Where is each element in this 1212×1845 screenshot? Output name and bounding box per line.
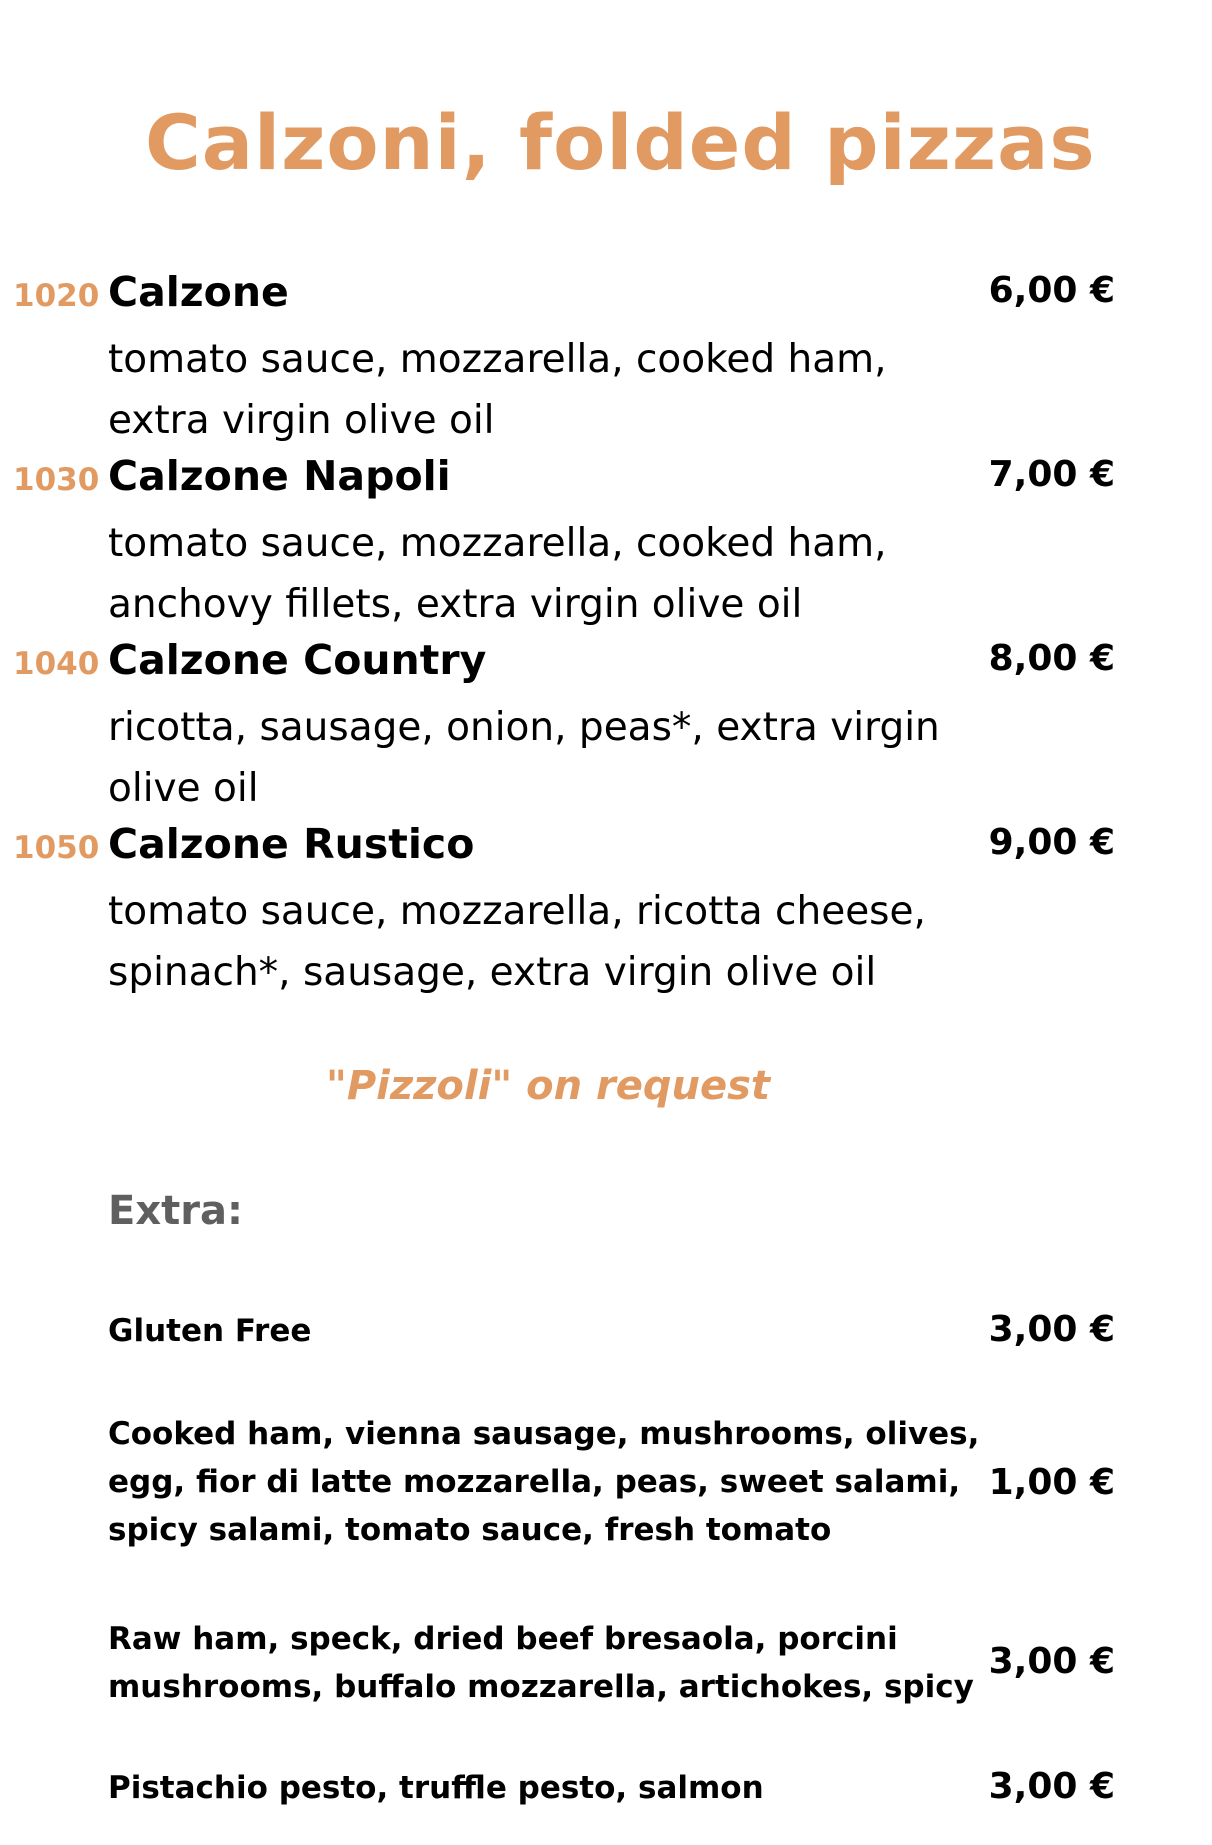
- extra-description: [108, 1410, 979, 1554]
- item-name: Calzone: [108, 268, 289, 316]
- item-code: 1020: [13, 278, 100, 314]
- item-description-line: tomato sauce, mozzarella, ricotta cheese,: [108, 889, 926, 934]
- item-description: [108, 513, 938, 635]
- item-price: 6,00 €: [988, 270, 1115, 311]
- menu-title: Calzoni, folded pizzas: [145, 98, 1096, 187]
- extra-price: 3,00 €: [988, 1766, 1115, 1807]
- item-description-line: anchovy fillets, extra virgin olive oil: [108, 582, 803, 627]
- extra-description-line: Raw ham, speck, dried beef bresaola, porcini: [108, 1621, 898, 1657]
- item-description: [108, 881, 938, 1003]
- extra-description-line: Pistachio pesto, truffle pesto, salmon: [108, 1770, 764, 1806]
- item-price: 9,00 €: [988, 822, 1115, 863]
- extra-price: 3,00 €: [988, 1309, 1115, 1350]
- item-code: 1040: [13, 646, 100, 682]
- extra-description-line: mushrooms, buffalo mozzarella, artichokes, spicy: [108, 1669, 974, 1705]
- extra-description-line: Gluten Free: [108, 1313, 312, 1349]
- item-name: Calzone Rustico: [108, 820, 475, 868]
- extra-price: 3,00 €: [988, 1641, 1115, 1682]
- item-name: Calzone Country: [108, 636, 487, 684]
- item-description-line: ricotta, sausage, onion, peas*, extra virgin: [108, 705, 940, 750]
- item-description-line: tomato sauce, mozzarella, cooked ham,: [108, 521, 887, 566]
- item-code: 1030: [13, 462, 100, 498]
- extra-heading: Extra:: [108, 1188, 243, 1234]
- extra-price: 1,00 €: [988, 1462, 1115, 1503]
- item-price: 7,00 €: [988, 454, 1115, 495]
- item-price: 8,00 €: [988, 638, 1115, 679]
- extra-description-line: egg, fior di latte mozzarella, peas, sweet salami,: [108, 1464, 961, 1500]
- extra-description: [108, 1307, 311, 1355]
- item-code: 1050: [13, 830, 100, 866]
- extra-description: [108, 1615, 974, 1711]
- item-description-line: extra virgin olive oil: [108, 398, 495, 443]
- item-description-line: tomato sauce, mozzarella, cooked ham,: [108, 337, 887, 382]
- extra-description-line: spicy salami, tomato sauce, fresh tomato: [108, 1512, 832, 1548]
- item-description: [108, 329, 938, 451]
- extra-description-line: Cooked ham, vienna sausage, mushrooms, olives,: [108, 1416, 980, 1452]
- item-description: [108, 697, 938, 819]
- pizzoli-note: "Pizzoli" on request: [326, 1063, 771, 1109]
- item-name: Calzone Napoli: [108, 452, 451, 500]
- item-description-line: olive oil: [108, 766, 259, 811]
- extra-description: [108, 1764, 764, 1812]
- item-description-line: spinach*, sausage, extra virgin olive oil: [108, 950, 877, 995]
